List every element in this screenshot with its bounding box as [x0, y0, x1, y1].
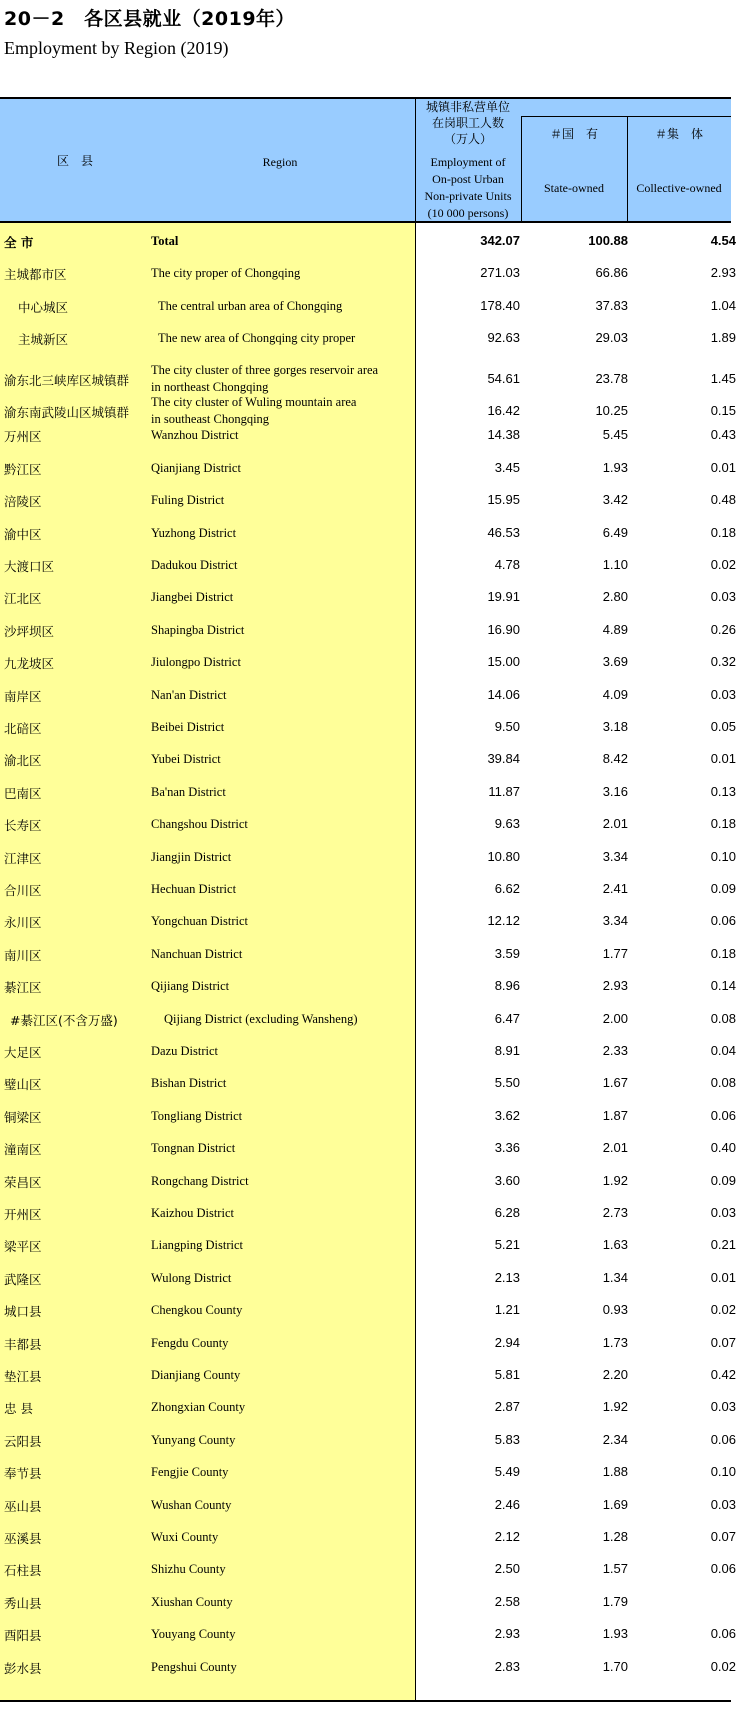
value-collective-owned: 0.32 [710, 654, 736, 670]
region-name-en: Qijiang District [151, 979, 230, 994]
value-employment: 342.07 [480, 233, 520, 248]
value-employment: 5.81 [494, 1367, 520, 1382]
value-state-owned: 3.34 [602, 913, 628, 929]
region-name-cn: 云阳县 [4, 1433, 42, 1449]
region-name-en: Liangping District [151, 1238, 243, 1253]
value-state-owned: 3.18 [602, 719, 628, 734]
value-employment: 5.49 [494, 1464, 520, 1480]
value-collective-owned: 0.09 [710, 881, 736, 896]
value-state-owned: 2.33 [602, 1043, 628, 1058]
region-name-cn: 南岸区 [4, 688, 42, 704]
value-collective-owned: 0.10 [710, 848, 736, 864]
value-employment: 39.84 [487, 751, 520, 767]
region-name-cn: 开州区 [4, 1207, 42, 1222]
value-state-owned: 3.69 [602, 654, 628, 670]
value-state-owned: 2.73 [602, 1205, 628, 1220]
value-collective-owned: 0.43 [710, 427, 736, 443]
header-col3-en: Collective-owned [636, 181, 722, 195]
value-employment: 3.60 [494, 1172, 520, 1188]
region-name-en: Nan'an District [151, 687, 227, 702]
value-state-owned: 1.88 [602, 1464, 628, 1480]
header-col1-en-1: Employment of [430, 155, 506, 169]
region-name-cn: 璧山区 [4, 1077, 42, 1093]
value-collective-owned: 0.06 [710, 1626, 736, 1642]
value-collective-owned: 0.21 [710, 1237, 736, 1253]
region-name-cn: 梁平区 [4, 1239, 42, 1255]
value-employment: 2.13 [494, 1269, 520, 1285]
value-employment: 9.63 [494, 816, 520, 832]
value-employment: 6.62 [494, 881, 520, 896]
value-state-owned: 1.70 [602, 1658, 628, 1674]
value-collective-owned: 0.03 [710, 1399, 736, 1415]
region-name-en: Shapingba District [151, 622, 245, 637]
value-collective-owned: 0.40 [710, 1140, 736, 1156]
region-name-en: Nanchuan District [151, 946, 243, 961]
region-name-cn: 奉节县 [4, 1466, 42, 1482]
header-col1-cn-3: （万人） [443, 132, 492, 146]
region-name-cn: 垫江县 [4, 1369, 42, 1384]
value-collective-owned: 0.06 [710, 1107, 736, 1123]
header-col2-en: State-owned [544, 181, 604, 195]
header-col1-en-4: (10 000 persons) [427, 206, 509, 220]
value-collective-owned: 0.42 [710, 1367, 736, 1382]
table-header [0, 97, 731, 223]
value-employment: 4.78 [494, 557, 520, 572]
region-name-en: Shizhu County [151, 1562, 226, 1577]
region-name-cn: 铜梁区 [4, 1109, 42, 1125]
region-name-cn: 涪陵区 [4, 494, 42, 510]
value-collective-owned: 0.07 [710, 1529, 736, 1544]
region-name-en: Beibei District [151, 720, 225, 734]
region-name-cn: 全 市 [4, 235, 34, 250]
value-employment: 14.38 [487, 427, 520, 443]
value-collective-owned: 0.13 [710, 783, 736, 799]
value-state-owned: 2.34 [602, 1431, 628, 1447]
region-name-en: Rongchang District [151, 1173, 249, 1188]
value-employment: 3.62 [494, 1107, 520, 1123]
region-name-cn: 江北区 [4, 591, 42, 607]
region-name-en: Changshou District [151, 817, 248, 832]
value-employment: 8.91 [494, 1043, 520, 1058]
page-title: 20－2 各区县就业（2019年） [4, 8, 296, 30]
value-employment: 2.46 [494, 1496, 520, 1512]
value-state-owned: 1.79 [602, 1593, 628, 1609]
value-state-owned: 3.34 [602, 848, 628, 864]
value-collective-owned: 0.18 [710, 524, 736, 540]
value-collective-owned: 0.01 [710, 1269, 736, 1285]
region-name-en: The city proper of Chongqing [151, 266, 301, 281]
region-name-cn: 武隆区 [4, 1271, 42, 1287]
value-collective-owned: 0.02 [710, 557, 736, 572]
value-employment: 10.80 [487, 848, 520, 864]
value-state-owned: 23.78 [595, 370, 628, 386]
header-region-en: Region [262, 155, 298, 169]
value-state-owned: 1.92 [602, 1172, 628, 1188]
value-state-owned: 1.92 [602, 1399, 628, 1415]
region-name-cn: 九龙坡区 [4, 656, 55, 672]
region-name-cn: 荣昌区 [4, 1174, 42, 1190]
value-collective-owned: 1.04 [710, 297, 736, 313]
value-state-owned: 1.77 [602, 945, 628, 961]
value-employment: 6.47 [494, 1010, 520, 1026]
value-employment: 6.28 [494, 1205, 520, 1220]
region-name-en: Tongliang District [151, 1108, 243, 1123]
value-collective-owned: 0.06 [710, 1561, 736, 1577]
region-name-en: Fengdu County [151, 1335, 229, 1350]
region-name-en: Qijiang District (excluding Wansheng) [164, 1011, 358, 1026]
header-col1-en-3: Non-private Units [424, 189, 512, 203]
value-employment: 46.53 [487, 524, 520, 540]
value-collective-owned: 0.09 [710, 1172, 736, 1188]
value-employment: 15.95 [487, 492, 520, 508]
table-bottom-rule [0, 1700, 731, 1702]
region-name-cn: 酉阳县 [4, 1628, 42, 1644]
region-name-cn: 忠 县 [4, 1401, 33, 1417]
value-employment: 2.83 [494, 1658, 520, 1674]
value-state-owned: 2.01 [602, 816, 628, 832]
region-name-en: Wuxi County [151, 1530, 219, 1544]
value-collective-owned: 0.03 [710, 589, 736, 605]
region-name-en-line2: in northeast Chongqing [151, 379, 269, 394]
value-state-owned: 2.41 [602, 881, 628, 896]
value-state-owned: 1.87 [602, 1107, 628, 1123]
region-name-cn: 南川区 [4, 947, 42, 963]
value-state-owned: 4.09 [602, 686, 628, 702]
region-name-cn: 黔江区 [4, 461, 42, 477]
region-name-en: Ba'nan District [151, 784, 226, 799]
region-name-cn: 大渡口区 [4, 559, 55, 574]
value-employment: 54.61 [487, 370, 520, 386]
value-employment: 2.58 [494, 1593, 520, 1609]
header-col1-cn-2: 在岗职工人数 [431, 116, 504, 130]
value-state-owned: 4.89 [602, 621, 628, 637]
region-name-en: The city cluster of three gorges reservoir area [151, 362, 379, 377]
value-employment: 1.21 [494, 1302, 520, 1318]
table-body [0, 223, 736, 1702]
region-name-en: The central urban area of Chongqing [158, 298, 343, 313]
value-collective-owned: 0.01 [710, 459, 736, 475]
region-name-en: Wanzhou District [151, 428, 239, 443]
region-name-cn: 长寿区 [4, 818, 42, 834]
value-state-owned: 1.93 [602, 1626, 628, 1642]
value-state-owned: 1.57 [602, 1561, 628, 1577]
region-name-en: Yongchuan District [151, 914, 248, 929]
value-collective-owned: 0.03 [710, 1496, 736, 1512]
value-state-owned: 0.93 [602, 1302, 628, 1318]
value-employment: 271.03 [480, 265, 520, 281]
region-name-cn: 石柱县 [4, 1563, 42, 1579]
header-col2-cn: ＃国 有 [549, 127, 598, 141]
region-name-cn: 江津区 [4, 850, 42, 866]
value-employment: 2.94 [494, 1334, 520, 1350]
region-name-en: Xiushan County [151, 1594, 233, 1609]
region-name-cn: 丰都县 [4, 1336, 42, 1352]
region-name-en: Wushan County [151, 1497, 232, 1512]
value-state-owned: 2.93 [602, 978, 628, 994]
region-name-en: Kaizhou District [151, 1206, 234, 1220]
value-state-owned: 100.88 [588, 233, 628, 248]
region-name-cn: 大足区 [4, 1045, 42, 1060]
value-employment: 2.87 [494, 1399, 520, 1415]
value-employment: 2.50 [494, 1561, 520, 1577]
region-name-cn: 渝东南武陵山区城镇群 [4, 405, 130, 420]
value-collective-owned: 0.05 [710, 719, 736, 734]
region-name-cn: 沙坪坝区 [4, 623, 55, 639]
region-name-cn: 渝东北三峡库区城镇群 [4, 372, 130, 388]
value-state-owned: 1.73 [602, 1334, 628, 1350]
value-state-owned: 1.28 [602, 1529, 628, 1544]
value-employment: 5.83 [494, 1431, 520, 1447]
value-state-owned: 5.45 [602, 427, 628, 443]
value-employment: 2.93 [494, 1626, 520, 1642]
region-name-en-line2: in southeast Chongqing [151, 412, 270, 426]
region-name-en: The new area of Chongqing city proper [158, 331, 356, 346]
value-collective-owned: 0.15 [710, 403, 736, 418]
value-state-owned: 1.10 [602, 557, 628, 572]
region-name-en: Qianjiang District [151, 460, 241, 475]
value-employment: 8.96 [494, 978, 520, 994]
region-name-cn: 彭水县 [4, 1660, 42, 1676]
region-name-cn: 渝北区 [4, 753, 42, 769]
region-name-en: Fengjie County [151, 1465, 229, 1480]
region-name-cn: 渝中区 [4, 526, 42, 542]
page-subtitle: Employment by Region (2019) [4, 38, 229, 58]
region-name-cn: 合川区 [4, 883, 42, 898]
value-collective-owned: 0.26 [710, 621, 736, 637]
value-state-owned: 2.20 [602, 1367, 628, 1382]
value-collective-owned: 1.45 [710, 370, 736, 386]
value-state-owned: 6.49 [602, 524, 628, 540]
region-name-cn: 巴南区 [4, 785, 42, 801]
region-name-en: Tongnan District [151, 1141, 236, 1156]
region-name-en: Total [151, 234, 179, 248]
value-collective-owned: 0.18 [710, 816, 736, 832]
region-name-en: Jiangjin District [151, 849, 232, 864]
value-employment: 3.59 [494, 945, 520, 961]
region-name-en: Yunyang County [151, 1432, 236, 1447]
value-employment: 5.50 [494, 1075, 520, 1091]
value-employment: 16.90 [487, 621, 520, 637]
region-name-en: Chengkou County [151, 1303, 243, 1318]
value-state-owned: 2.80 [602, 589, 628, 605]
value-state-owned: 3.16 [602, 783, 628, 799]
value-employment: 15.00 [487, 654, 520, 670]
region-name-en: Yuzhong District [151, 525, 237, 540]
header-col1-cn-1: 城镇非私营单位 [425, 100, 510, 114]
region-name-en: Jiangbei District [151, 590, 234, 605]
value-employment: 3.36 [494, 1140, 520, 1156]
value-state-owned: 2.00 [602, 1010, 628, 1026]
value-collective-owned: 0.07 [710, 1334, 736, 1350]
value-state-owned: 8.42 [602, 751, 628, 767]
region-name-en: Youyang County [151, 1627, 236, 1642]
value-collective-owned: 0.01 [710, 751, 736, 767]
value-employment: 2.12 [494, 1529, 520, 1544]
region-name-cn: 秀山县 [4, 1595, 42, 1611]
value-collective-owned: 0.06 [710, 913, 736, 929]
region-name-cn: 中心城区 [18, 299, 69, 315]
value-collective-owned: 0.02 [710, 1658, 736, 1674]
region-name-en: Dadukou District [151, 558, 238, 572]
region-name-cn: 城口县 [4, 1304, 42, 1320]
region-name-cn: 巫山县 [4, 1498, 42, 1514]
region-name-en: Dianjiang County [151, 1368, 241, 1382]
value-employment: 92.63 [487, 330, 520, 346]
value-state-owned: 1.69 [602, 1496, 628, 1512]
value-collective-owned: 0.03 [710, 686, 736, 702]
value-employment: 11.87 [488, 783, 520, 799]
region-name-cn: 主城新区 [18, 332, 69, 348]
value-collective-owned: 0.08 [710, 1075, 736, 1091]
region-name-en: Fuling District [151, 493, 225, 508]
region-name-cn: 綦江区 [4, 980, 42, 996]
value-collective-owned: 0.08 [710, 1010, 736, 1026]
region-name-en: Bishan District [151, 1076, 227, 1091]
value-collective-owned: 0.04 [710, 1043, 736, 1058]
value-employment: 9.50 [494, 719, 520, 734]
region-name-cn: 巫溪县 [4, 1531, 42, 1546]
value-collective-owned: 0.06 [710, 1431, 736, 1447]
region-name-en: Dazu District [151, 1044, 218, 1058]
value-collective-owned: 0.18 [710, 945, 736, 961]
header-col1-en-2: On-post Urban [432, 172, 504, 186]
region-name-en: Zhongxian County [151, 1400, 246, 1415]
value-state-owned: 1.63 [602, 1237, 628, 1253]
value-employment: 3.45 [494, 459, 520, 475]
value-employment: 14.06 [487, 686, 520, 702]
header-region-cn: 区 县 [56, 154, 93, 168]
value-state-owned: 29.03 [595, 330, 628, 346]
value-collective-owned: 0.48 [710, 492, 736, 508]
value-employment: 16.42 [487, 403, 520, 418]
region-name-en: The city cluster of Wuling mountain area [151, 395, 357, 409]
value-collective-owned: 1.89 [710, 330, 736, 346]
value-collective-owned: 4.54 [710, 233, 736, 248]
value-state-owned: 66.86 [595, 265, 628, 281]
value-collective-owned: 0.02 [710, 1302, 736, 1318]
value-collective-owned: 2.93 [710, 265, 736, 281]
value-collective-owned: 0.14 [710, 978, 736, 994]
value-state-owned: 37.83 [595, 297, 628, 313]
region-name-cn: #綦江区(不含万盛) [10, 1012, 118, 1028]
value-employment: 19.91 [487, 589, 520, 605]
value-employment: 12.12 [487, 913, 520, 929]
region-name-en: Hechuan District [151, 882, 237, 896]
value-state-owned: 1.34 [602, 1269, 628, 1285]
value-state-owned: 2.01 [602, 1140, 628, 1156]
region-name-en: Jiulongpo District [151, 655, 241, 670]
value-collective-owned: 0.03 [710, 1205, 736, 1220]
region-name-en: Yubei District [151, 752, 221, 767]
value-employment: 5.21 [494, 1237, 520, 1253]
value-state-owned: 3.42 [602, 492, 628, 508]
header-col3-cn: ＃集 体 [654, 127, 703, 141]
value-state-owned: 1.67 [602, 1075, 628, 1091]
region-name-cn: 主城都市区 [4, 267, 67, 283]
value-state-owned: 10.25 [595, 403, 628, 418]
region-name-en: Pengshui County [151, 1659, 237, 1674]
value-collective-owned: 0.10 [710, 1464, 736, 1480]
region-name-cn: 潼南区 [4, 1142, 42, 1158]
region-name-en: Wulong District [151, 1270, 232, 1285]
region-name-cn: 北碚区 [4, 721, 42, 736]
region-name-cn: 永川区 [4, 915, 42, 931]
value-state-owned: 1.93 [602, 459, 628, 475]
region-name-cn: 万州区 [4, 429, 42, 445]
value-employment: 178.40 [480, 297, 520, 313]
